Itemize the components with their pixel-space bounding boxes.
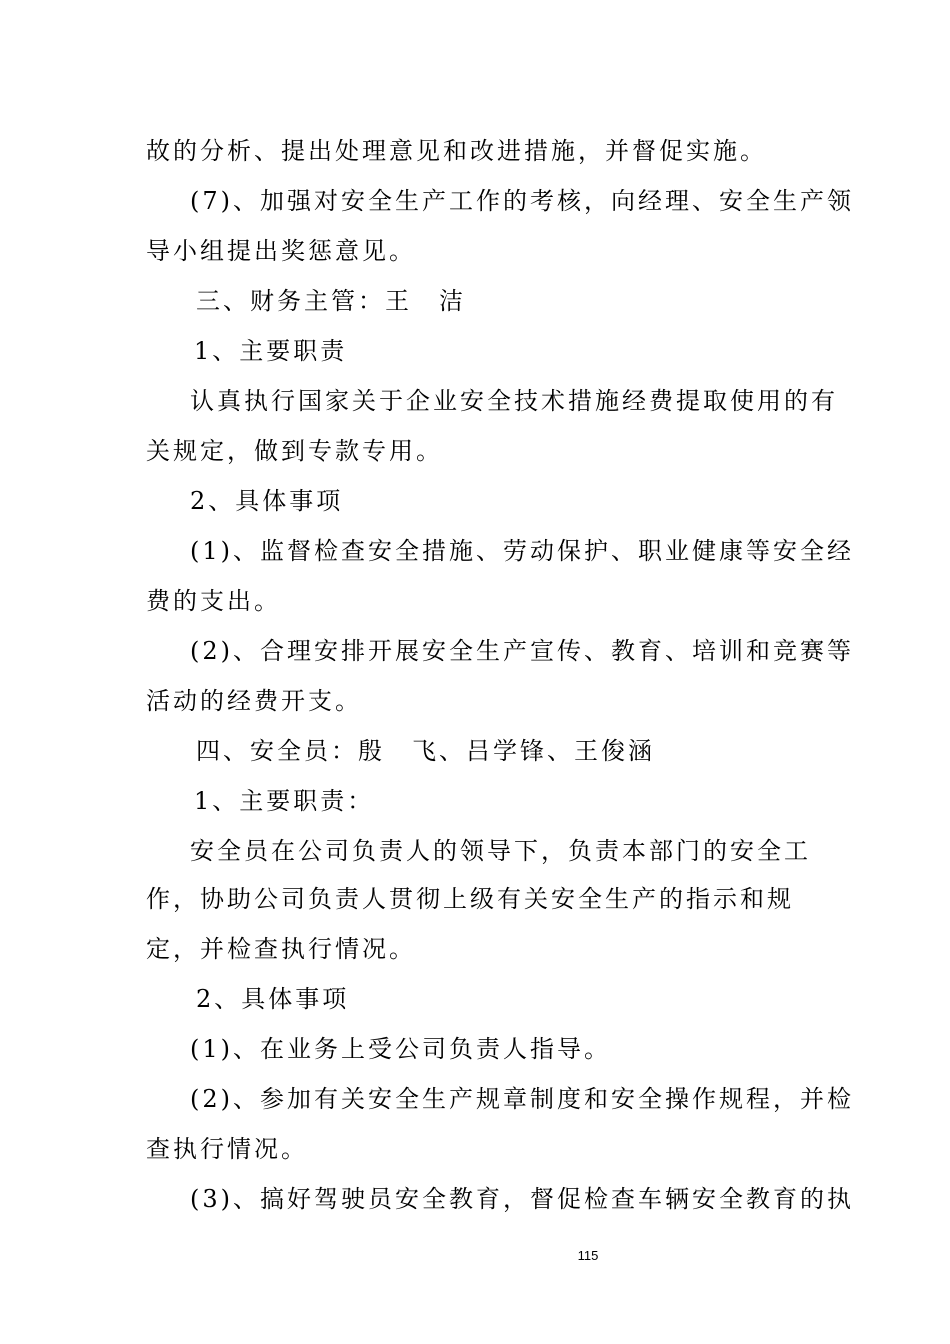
text-line: 安全员在公司负责人的领导下，负责本部门的安全工: [190, 837, 811, 865]
subheading: 2、具体事项: [190, 487, 344, 515]
text-line: (3)、搞好驾驶员安全教育，督促检查车辆安全教育的执: [190, 1185, 854, 1213]
section-heading: 四、安全员：殷 飞、吕学锋、王俊涵: [196, 737, 655, 765]
text-line: 定，并检查执行情况。: [146, 935, 416, 963]
text-line: 认真执行国家关于企业安全技术措施经费提取使用的有: [190, 387, 838, 415]
text-line: 关规定，做到专款专用。: [146, 437, 443, 465]
text-line: 活动的经费开支。: [146, 687, 362, 715]
text-line: (7)、加强对安全生产工作的考核，向经理、安全生产领: [190, 187, 854, 215]
page-number: 115: [577, 1248, 599, 1263]
text-line: (1)、监督检查安全措施、劳动保护、职业健康等安全经: [190, 537, 854, 565]
text-line: (2)、参加有关安全生产规章制度和安全操作规程，并检: [190, 1085, 854, 1113]
subheading: 2、具体事项: [196, 985, 350, 1013]
text-line: 查执行情况。: [146, 1135, 308, 1163]
section-heading: 三、财务主管：王 洁: [196, 287, 466, 315]
subheading: 1、主要职责：: [194, 787, 375, 815]
subheading: 1、主要职责: [194, 337, 348, 365]
text-line: (2)、合理安排开展安全生产宣传、教育、培训和竞赛等: [190, 637, 854, 665]
text-line: 作，协助公司负责人贯彻上级有关安全生产的指示和规: [146, 885, 794, 913]
text-line: 故的分析、提出处理意见和改进措施，并督促实施。: [146, 137, 767, 165]
text-line: 费的支出。: [146, 587, 281, 615]
text-line: 导小组提出奖惩意见。: [146, 237, 416, 265]
text-line: (1)、在业务上受公司负责人指导。: [190, 1035, 611, 1063]
